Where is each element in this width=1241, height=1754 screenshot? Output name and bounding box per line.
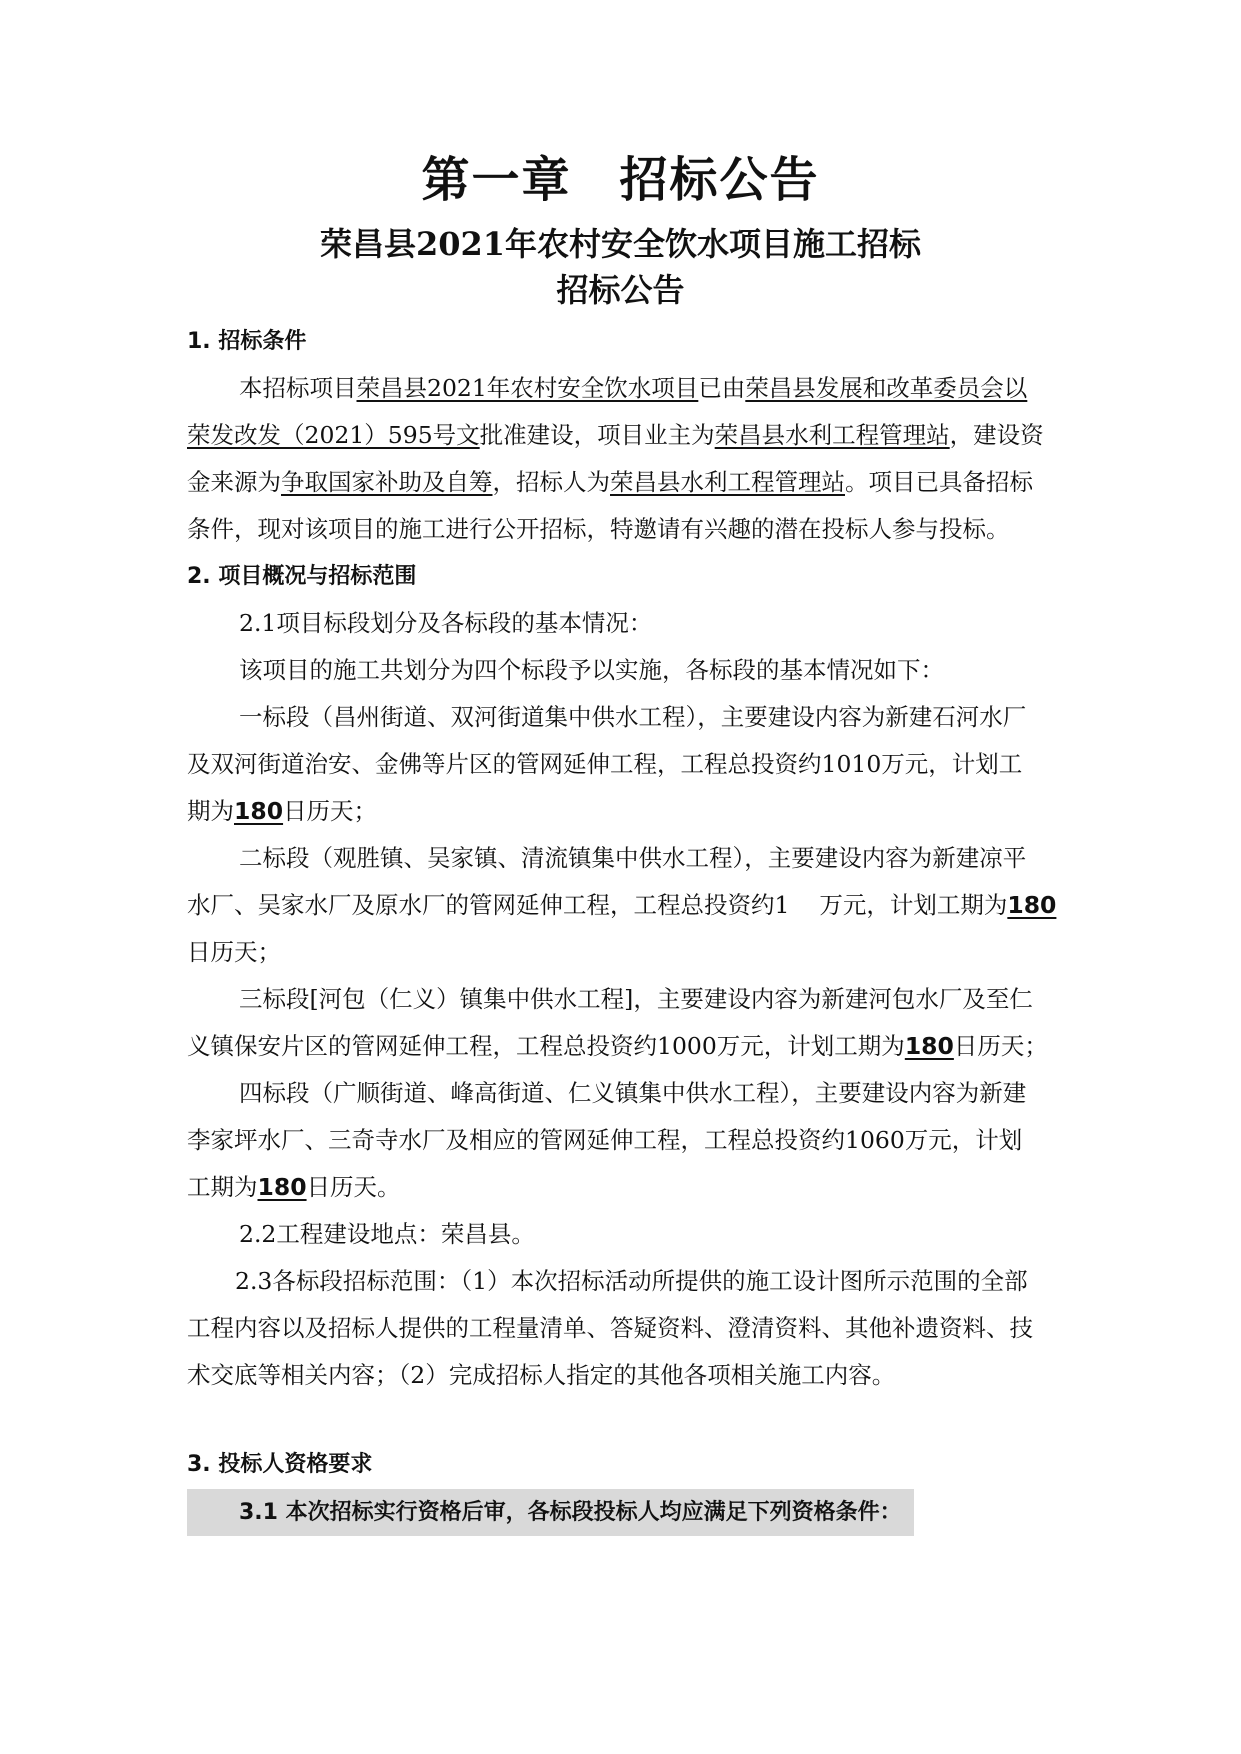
lot3-line-2: 义镇保安片区的管网延伸工程，工程总投资约1000万元，计划工期为180日历天； (187, 1032, 1048, 1060)
s2-3-line-1: 2.3各标段招标范围：（1）本次招标活动所提供的施工设计图所示范围的全部 (235, 1267, 1028, 1295)
document-subtitle: 招标公告 (556, 271, 685, 309)
project-owner: 荣昌县水利工程管理站 (714, 421, 950, 449)
lot2-duration: 180 (1007, 891, 1057, 919)
project-name: 荣昌县2021年农村安全饮水项目 (356, 374, 699, 402)
chapter-number: 第一章 (421, 152, 572, 208)
s3-1-line (187, 1488, 1092, 1536)
document-title: 荣昌县2021年农村安全饮水项目施工招标 (319, 225, 922, 263)
s1-line-2: 荣发改发（2021）595号文批准建设，项目业主为荣昌县水利工程管理站，建设资 (187, 421, 1044, 449)
s2-1-heading: 2.1项目标段划分及各标段的基本情况： (239, 609, 653, 637)
s1-line-3: 金来源为争取国家补助及自筹，招标人为荣昌县水利工程管理站。项目已具备招标 (187, 468, 1033, 496)
lot2-line-1: 二标段（观胜镇、吴家镇、清流镇集中供水工程），主要建设内容为新建凉平 (239, 844, 1027, 872)
approval-authority: 荣昌县发展和改革委员会以 (745, 374, 1028, 402)
s1-line-4: 条件，现对该项目的施工进行公开招标，特邀请有兴趣的潜在投标人参与投标。 (187, 515, 1010, 543)
lot2-line-3: 日历天； (187, 938, 281, 966)
section-2-heading: 2. 项目概况与招标范围 (187, 564, 417, 589)
document-body (187, 318, 1092, 1536)
lot4-duration: 180 (257, 1173, 307, 1201)
fund-source: 争取国家补助及自筹 (281, 468, 493, 496)
approval-document: 荣发改发（2021）595号文 (187, 421, 480, 449)
tenderer: 荣昌县水利工程管理站 (610, 468, 845, 496)
lot4-line-1: 四标段（广顺街道、峰高街道、仁义镇集中供水工程），主要建设内容为新建 (239, 1079, 1027, 1107)
s2-3-line-3: 术交底等相关内容；（2）完成招标人指定的其他各项相关施工内容。 (187, 1361, 896, 1389)
s2-intro: 该项目的施工共划分为四个标段予以实施，各标段的基本情况如下： (239, 656, 944, 684)
lot4-line-2: 李家坪水厂、三奇寺水厂及相应的管网延伸工程，工程总投资约1060万元，计划 (187, 1126, 1023, 1154)
chapter-heading (0, 150, 1241, 210)
lot3-duration: 180 (904, 1032, 954, 1060)
lot3-line-1: 三标段[河包（仁义）镇集中供水工程]，主要建设内容为新建河包水厂及至仁 (239, 985, 1033, 1013)
chapter-name: 招标公告 (619, 152, 820, 208)
s1-line-1: 本招标项目荣昌县2021年农村安全饮水项目已由荣昌县发展和改革委员会以 (239, 374, 1028, 402)
lot4-line-3: 工期为180日历天。 (187, 1173, 401, 1201)
lot1-line-2: 及双河街道治安、金佛等片区的管网延伸工程，工程总投资约1010万元，计划工 (187, 750, 1023, 778)
section-1-heading: 1. 招标条件 (187, 329, 307, 354)
s3-1-highlight: 3.1 本次招标实行资格后审，各标段投标人均应满足下列资格条件： (187, 1489, 914, 1536)
lot1-line-3: 期为180日历天； (187, 797, 378, 825)
lot1-duration: 180 (234, 797, 284, 825)
s2-3-line-2: 工程内容以及招标人提供的工程量清单、答疑资料、澄清资料、其他补遗资料、技 (187, 1314, 1033, 1342)
section-3-heading: 3. 投标人资格要求 (187, 1452, 373, 1477)
lot1-line-1: 一标段（昌州街道、双河街道集中供水工程），主要建设内容为新建石河水厂 (239, 703, 1027, 731)
s2-2-location: 2.2工程建设地点：荣昌县。 (239, 1220, 535, 1248)
lot2-line-2: 水厂、吴家水厂及原水厂的管网延伸工程，工程总投资约1 万元，计划工期为180 (187, 891, 1057, 919)
